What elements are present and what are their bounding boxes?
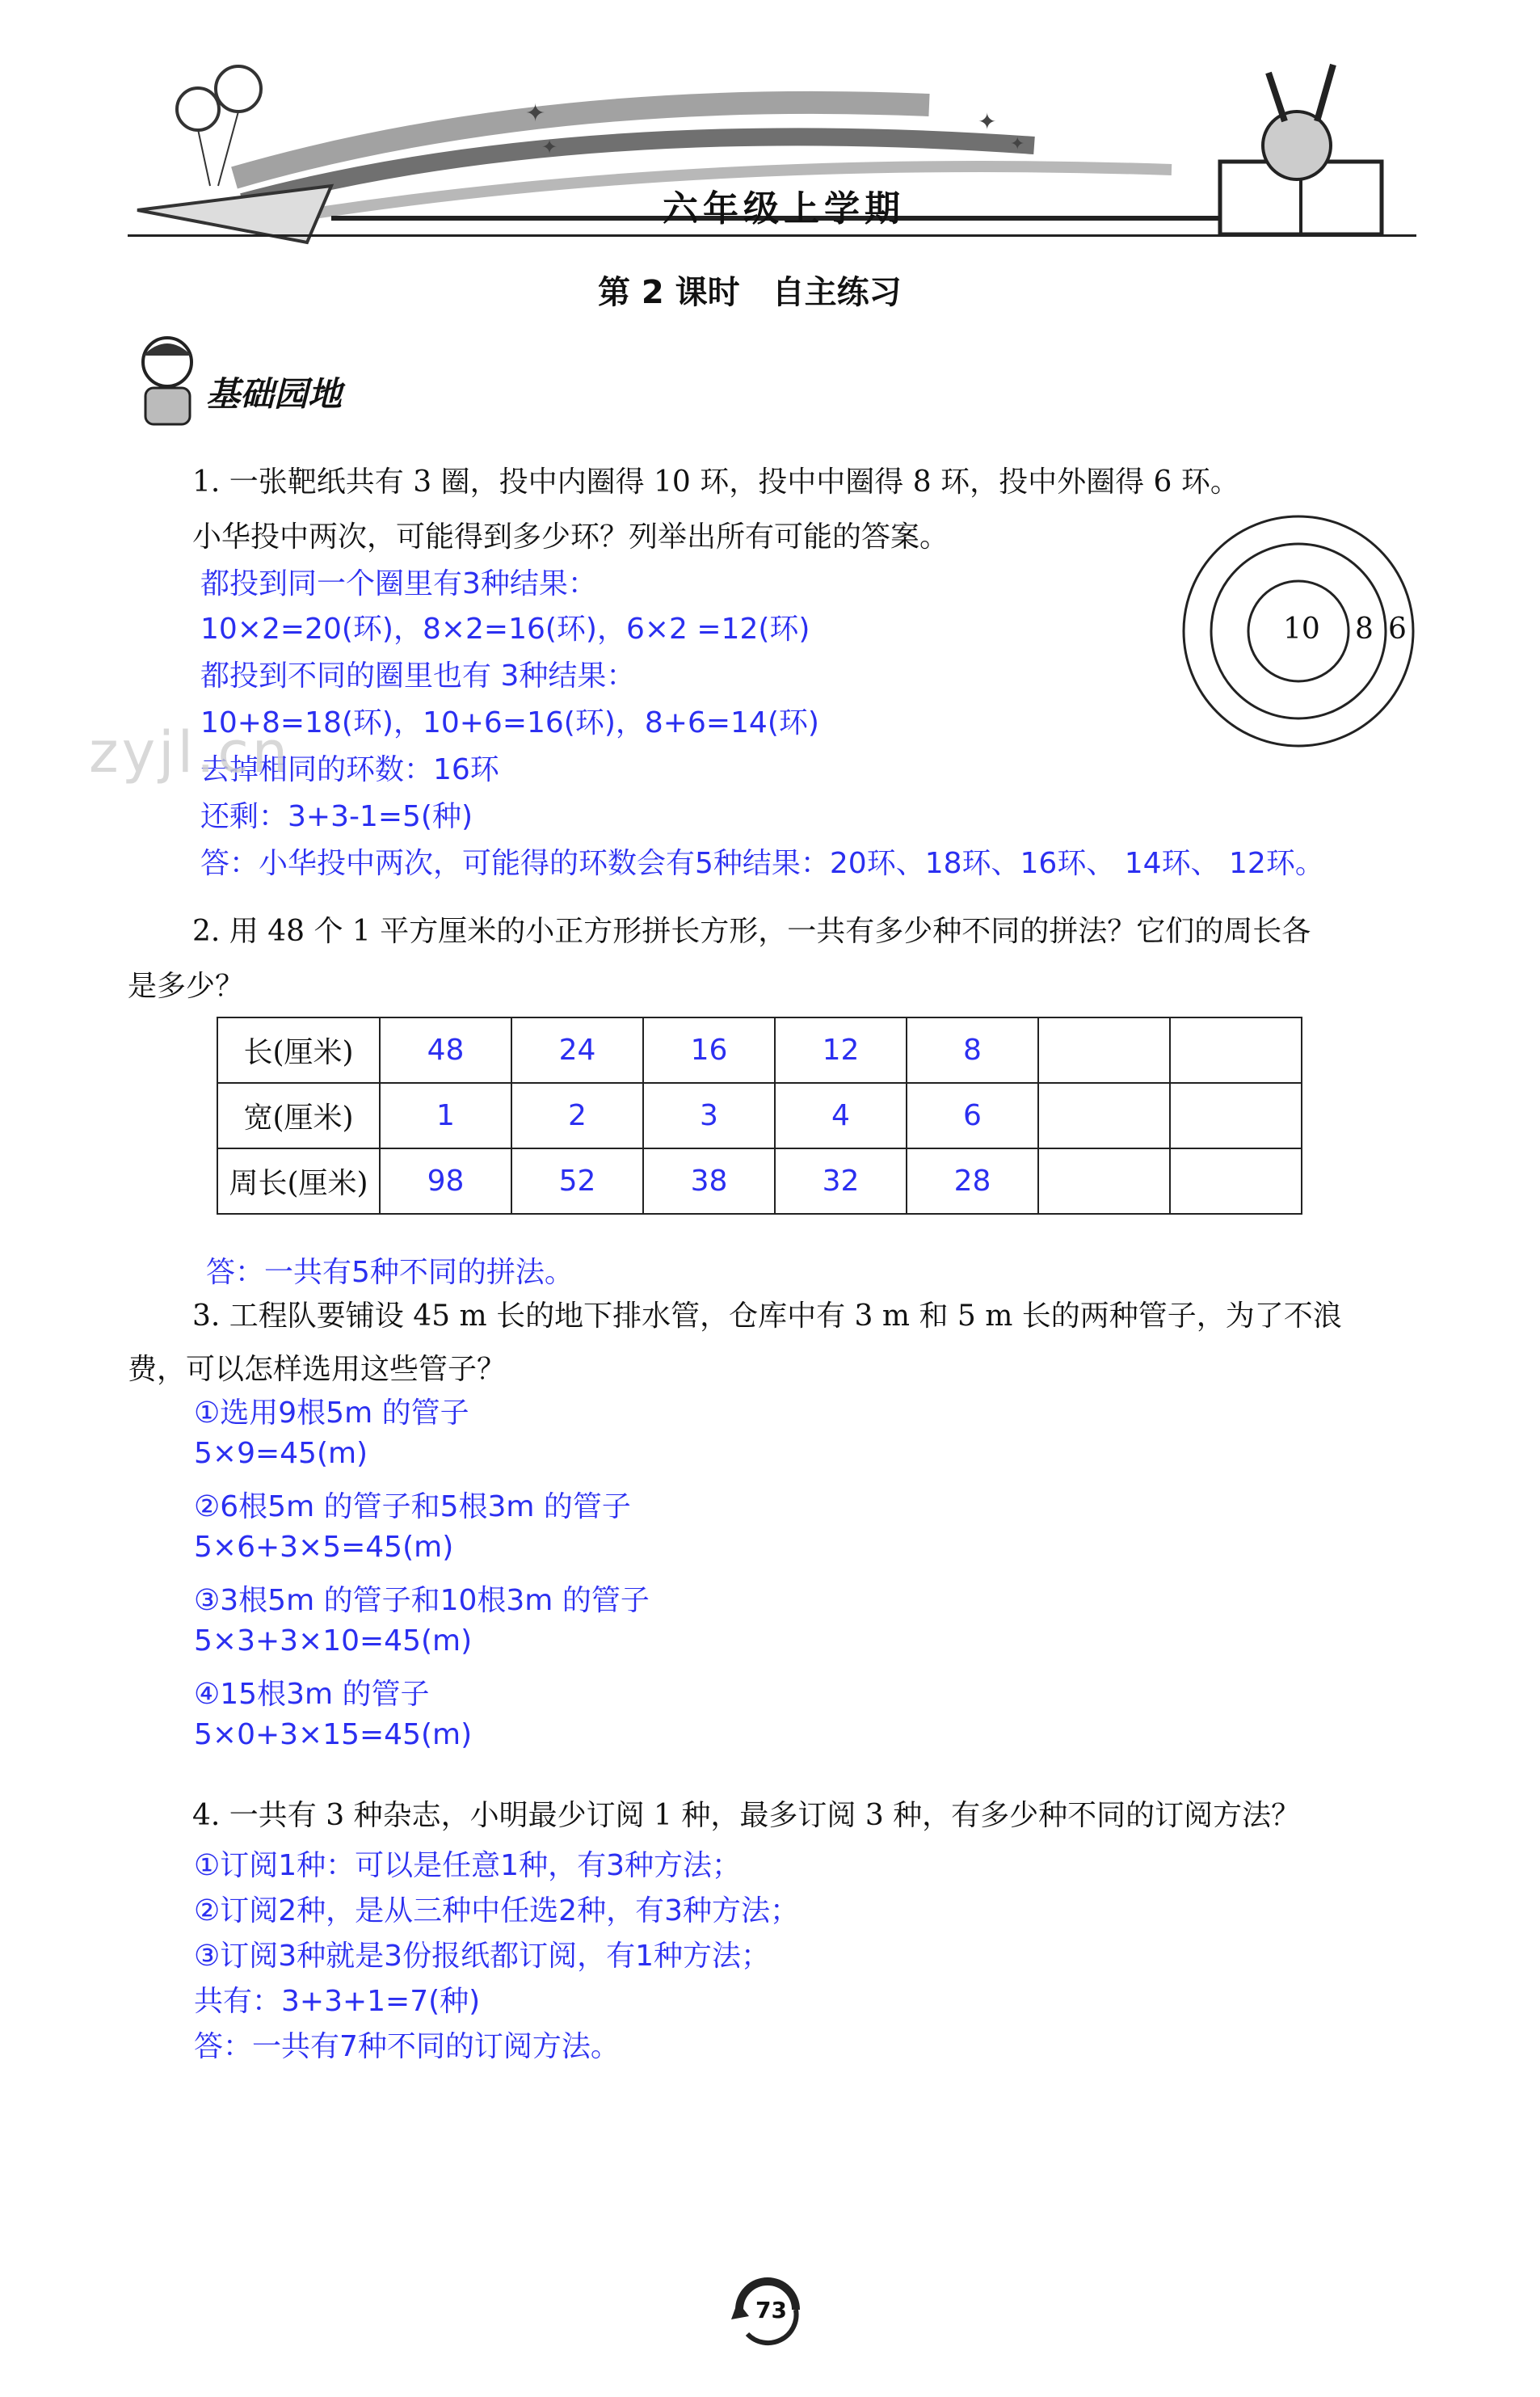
q1-answer-line: 还剩：3+3-1=5(种) [200, 800, 473, 833]
table-cell: 32 [775, 1148, 907, 1214]
q2-answer: 答：一共有5种不同的拼法。 [206, 1256, 574, 1289]
table-cell: 3 [643, 1083, 775, 1148]
target-label-inner: 10 [1283, 613, 1320, 646]
watermark: zyjl.cn [89, 719, 292, 786]
table-cell [1170, 1083, 1302, 1148]
table-cell: 16 [643, 1017, 775, 1083]
q2-stem-line1: 2. 用 48 个 1 平方厘米的小正方形拼长方形，一共有多少种不同的拼法？它们的周长各 [192, 915, 1311, 948]
q3-answer-line: ①选用9根5m 的管子 [194, 1396, 469, 1430]
boy-icon [131, 331, 204, 428]
q4-stem: 4. 一共有 3 种杂志，小明最少订阅 1 种，最多订阅 3 种，有多少种不同的订阅方法？ [192, 1799, 1301, 1832]
svg-text:✦: ✦ [541, 136, 558, 158]
q1-answer-line: 10+8=18(环)，10+6=16(环)，8+6=14(环) [200, 706, 819, 739]
q3-stem-line2: 费，可以怎样选用这些管子？ [128, 1353, 507, 1386]
q3-answer-line: ②6根5m 的管子和5根3m 的管子 [194, 1490, 631, 1523]
table-cell: 12 [775, 1017, 907, 1083]
table-cell [1038, 1083, 1170, 1148]
table-row [217, 1083, 1302, 1148]
table-cell: 2 [511, 1083, 643, 1148]
q3-answer-line: 5×0+3×15=45(m) [194, 1718, 473, 1751]
q1-ask: 小华投中两次，可能得到多少环？列举出所有可能的答案。 [192, 520, 949, 554]
table-cell: 24 [511, 1017, 643, 1083]
book-title: 六年级上学期 [663, 188, 905, 230]
row-header: 长(厘米) [217, 1017, 380, 1083]
q1-answer-line: 10×2=20(环)，8×2=16(环)，6×2 =12(环) [200, 613, 810, 646]
table-cell: 1 [380, 1083, 511, 1148]
q4-answer-line: ②订阅2种，是从三种中任选2种，有3种方法； [194, 1894, 799, 1927]
header-rule [128, 234, 1416, 237]
q1-answer-line: 都投到同一个圈里有3种结果： [200, 567, 597, 600]
table-row [217, 1017, 1302, 1083]
q3-answer-line: 5×9=45(m) [194, 1437, 368, 1470]
q4-answer-line: ①订阅1种：可以是任意1种，有3种方法； [194, 1849, 741, 1882]
table-cell: 52 [511, 1148, 643, 1214]
q1-answer-line: 去掉相同的环数：16环 [200, 753, 499, 786]
q4-answer-line: 答：一共有7种不同的订阅方法。 [194, 2030, 620, 2063]
q3-stem-line1: 3. 工程队要铺设 45 m 长的地下排水管，仓库中有 3 m 和 5 m 长的两种管子，为了不浪 [192, 1300, 1342, 1333]
target-label-outer: 6 [1388, 613, 1407, 646]
table-cell [1170, 1148, 1302, 1214]
table-cell: 48 [380, 1017, 511, 1083]
table-cell: 4 [775, 1083, 907, 1148]
row-header: 宽(厘米) [217, 1083, 380, 1148]
table-cell: 98 [380, 1148, 511, 1214]
table-cell [1038, 1017, 1170, 1083]
lesson-title: 第 2 课时 自主练习 [598, 274, 902, 311]
table-cell: 28 [907, 1148, 1038, 1214]
q3-answer-line: 5×3+3×10=45(m) [194, 1624, 473, 1658]
q1-answer-line: 都投到不同的圈里也有 3种结果： [200, 659, 636, 693]
table-cell: 8 [907, 1017, 1038, 1083]
q4-answer-line: 共有：3+3+1=7(种) [194, 1985, 481, 2018]
svg-text:✦: ✦ [978, 108, 997, 135]
q4-answer-line: ③订阅3种就是3份报纸都订阅，有1种方法； [194, 1940, 770, 1973]
q1-answer-line: 答：小华投中两次，可能得的环数会有5种结果：20环、18环、16环、 14环、 12环。 [200, 847, 1324, 880]
table-cell [1170, 1017, 1302, 1083]
table-cell [1038, 1148, 1170, 1214]
table-cell: 38 [643, 1148, 775, 1214]
svg-text:✦: ✦ [1010, 134, 1025, 154]
page-number: 73 [755, 2297, 787, 2323]
svg-text:✦: ✦ [525, 99, 546, 128]
q3-answer-line: 5×6+3×5=45(m) [194, 1531, 454, 1564]
rectangle-table [217, 1017, 1302, 1215]
table-cell: 6 [907, 1083, 1038, 1148]
table-row [217, 1148, 1302, 1214]
q2-stem-line2: 是多少？ [128, 970, 245, 1003]
target-label-middle: 8 [1355, 613, 1374, 646]
q3-answer-line: ④15根3m 的管子 [194, 1678, 430, 1711]
q1-stem: 1. 一张靶纸共有 3 圈，投中内圈得 10 环，投中中圈得 8 环，投中外圈得 6 环。 [192, 465, 1239, 499]
q3-answer-line: ③3根5m 的管子和10根3m 的管子 [194, 1584, 650, 1617]
row-header: 周长(厘米) [217, 1148, 380, 1214]
section-label: 基础园地 [206, 374, 343, 414]
